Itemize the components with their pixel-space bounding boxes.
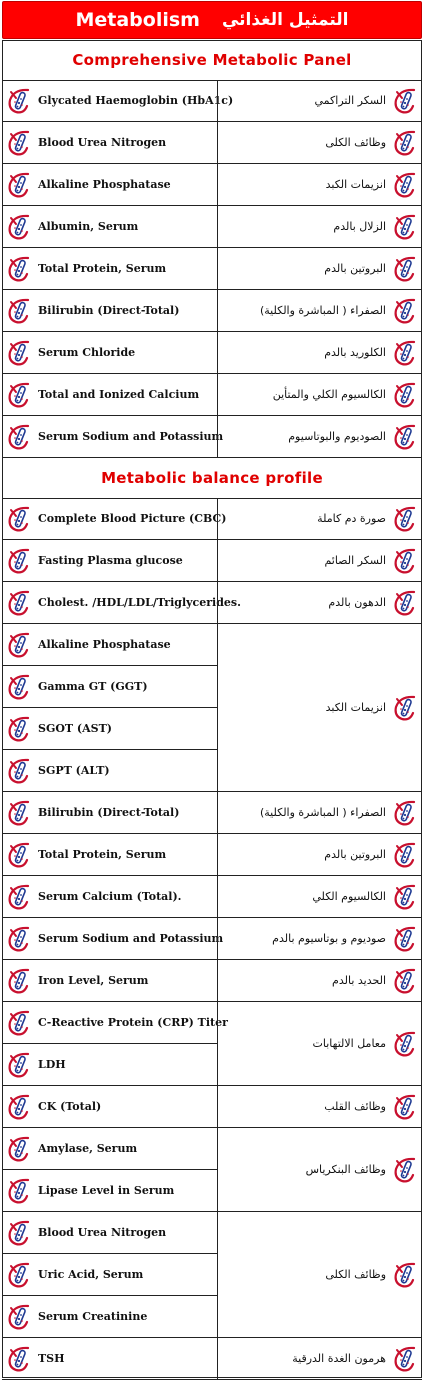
test-group-ar: وظائف الكلى (325, 1268, 386, 1281)
table-row (2, 332, 422, 374)
test-name-cell (2, 1044, 217, 1086)
test-tube-icon (392, 213, 418, 241)
test-name-ar: وظائف الكلى (325, 136, 386, 149)
test-name-cell (2, 792, 217, 834)
test-name-ar-cell (217, 122, 422, 164)
test-tube-icon (392, 1345, 418, 1373)
test-name-en: TSH (38, 1352, 65, 1365)
test-group-ar-cell (217, 582, 422, 624)
test-group-ar-cell (217, 1212, 422, 1338)
table-group (2, 1086, 422, 1128)
test-name-en: Cholest. /HDL/LDL/Triglycerides. (38, 596, 241, 609)
test-tube-icon (392, 589, 418, 617)
test-name-ar-cell (217, 374, 422, 416)
test-name-ar: الصفراء ( المباشرة والكلية) (259, 304, 386, 317)
test-tube-icon (6, 1093, 32, 1121)
test-group-ar-cell (217, 1128, 422, 1212)
test-group-ar-cell (217, 834, 422, 876)
test-group-ar: الكالسيوم الكلي (312, 890, 386, 903)
test-tube-icon (392, 547, 418, 575)
test-name-cell (2, 332, 217, 374)
test-group-ar: وظائف القلب (324, 1100, 386, 1113)
test-name-en: Alkaline Phosphatase (38, 178, 171, 191)
test-tube-icon (6, 883, 32, 911)
test-tube-icon (6, 841, 32, 869)
test-tube-icon (392, 1093, 418, 1121)
test-group-ar: انزيمات الكبد (325, 701, 386, 714)
test-name-en: Serum Calcium (Total). (38, 890, 182, 903)
table-row (2, 122, 422, 164)
test-tube-icon (392, 171, 418, 199)
test-name-ar-cell (217, 164, 422, 206)
test-tube-icon (392, 1030, 418, 1058)
test-name-cell (2, 1170, 217, 1212)
test-name-ar: الصوديوم والبوتاسيوم (288, 430, 386, 443)
table-group (2, 582, 422, 624)
test-name-cell (2, 960, 217, 1002)
test-tube-icon (392, 1156, 418, 1184)
test-name-en: Blood Urea Nitrogen (38, 1226, 167, 1239)
test-group-ar: الدهون بالدم (328, 596, 386, 609)
test-name-en: Gamma GT (GGT) (38, 680, 148, 693)
test-name-en: C-Reactive Protein (CRP) Titer (38, 1016, 228, 1029)
test-name-ar-cell (217, 206, 422, 248)
test-name-cell (2, 248, 217, 290)
test-tube-icon (392, 799, 418, 827)
test-name-cell (2, 666, 217, 708)
test-name-cell (2, 290, 217, 332)
test-name-en: Alkaline Phosphatase (38, 638, 171, 651)
test-tube-icon (392, 505, 418, 533)
table-group (2, 960, 422, 1002)
test-tube-icon (6, 1177, 32, 1205)
section-title-balance: Metabolic balance profile (101, 469, 323, 487)
test-name-ar: الزلال بالدم (333, 220, 386, 233)
test-name-cell (2, 1254, 217, 1296)
test-name-en: Iron Level, Serum (38, 974, 149, 987)
test-name-cell (2, 624, 217, 666)
test-group-ar: البروتين بالدم (324, 848, 386, 861)
test-tube-icon (6, 547, 32, 575)
test-tube-icon (6, 129, 32, 157)
table-group (2, 792, 422, 834)
test-group-ar-cell (217, 876, 422, 918)
test-tube-icon (6, 1345, 32, 1373)
test-tube-icon (6, 423, 32, 451)
test-name-en: Serum Sodium and Potassium (38, 932, 224, 945)
table-group (2, 624, 422, 792)
test-tube-icon (6, 757, 32, 785)
test-name-ar-cell (217, 416, 422, 458)
test-group-ar: الصفراء ( المباشرة والكلية) (259, 806, 386, 819)
test-name-cell (2, 416, 224, 458)
test-tube-icon (6, 381, 32, 409)
test-name-cell (2, 498, 227, 540)
table-row (2, 206, 422, 248)
test-name-en: Uric Acid, Serum (38, 1268, 144, 1281)
test-name-ar: انزيمات الكبد (325, 178, 386, 191)
test-group-ar-cell (217, 960, 422, 1002)
test-name-cell (2, 122, 217, 164)
test-tube-icon (392, 381, 418, 409)
test-name-ar-cell (217, 248, 422, 290)
test-name-cell (2, 750, 217, 792)
test-tube-icon (392, 255, 418, 283)
test-name-en: Complete Blood Picture (CBC) (38, 512, 227, 525)
test-tube-icon (6, 171, 32, 199)
test-name-cell (2, 1002, 228, 1044)
test-tube-icon (392, 423, 418, 451)
test-name-ar-cell (217, 332, 422, 374)
test-name-en: SGOT (AST) (38, 722, 113, 735)
test-name-cell (2, 1086, 217, 1128)
test-tube-icon (392, 841, 418, 869)
test-tube-icon (392, 129, 418, 157)
table-row (2, 248, 422, 290)
test-tube-icon (6, 87, 32, 115)
test-name-ar-cell (217, 290, 422, 332)
test-group-ar-cell (217, 1338, 422, 1380)
test-name-cell (2, 1212, 217, 1254)
test-name-cell (2, 540, 217, 582)
test-tube-icon (6, 1009, 32, 1037)
test-tube-icon (6, 297, 32, 325)
test-group-ar: الحديد بالدم (332, 974, 386, 987)
test-tube-icon (392, 883, 418, 911)
test-name-cell (2, 1338, 217, 1380)
test-name-ar: الكالسيوم الكلي والمتأين (272, 388, 386, 401)
test-group-ar-cell (217, 918, 422, 960)
test-name-ar: البروتين بالدم (324, 262, 386, 275)
test-tube-icon (392, 339, 418, 367)
test-tube-icon (392, 925, 418, 953)
table-row (2, 290, 422, 332)
test-group-ar-cell (217, 498, 422, 540)
test-name-ar: الكلوريد بالدم (324, 346, 386, 359)
table-group (2, 498, 422, 540)
test-name-ar: السكر التراكمي (314, 94, 386, 107)
test-tube-icon (392, 87, 418, 115)
test-name-cell (2, 80, 234, 122)
test-name-cell (2, 708, 217, 750)
test-name-en: Amylase, Serum (38, 1142, 138, 1155)
test-tube-icon (392, 1261, 418, 1289)
test-name-cell (2, 164, 217, 206)
page-title-en: Metabolism (75, 9, 200, 31)
test-group-ar: صوديوم و بوتاسيوم بالدم (272, 932, 386, 945)
test-name-en: Serum Chloride (38, 346, 136, 359)
test-group-ar: هرمون الغدة الدرقية (292, 1352, 386, 1365)
test-name-en: Serum Sodium and Potassium (38, 430, 224, 443)
test-name-en: Serum Creatinine (38, 1310, 148, 1323)
test-name-en: Bilirubin (Direct-Total) (38, 304, 180, 317)
test-name-cell (2, 834, 217, 876)
test-name-en: Bilirubin (Direct-Total) (38, 806, 180, 819)
test-group-ar: السكر الصائم (324, 554, 386, 567)
test-name-cell (2, 876, 217, 918)
table-group (2, 834, 422, 876)
test-name-en: Total Protein, Serum (38, 848, 167, 861)
test-tube-icon (6, 589, 32, 617)
table-row (2, 80, 422, 122)
section-title-comprehensive: Comprehensive Metabolic Panel (72, 51, 352, 69)
test-tube-icon (392, 694, 418, 722)
test-name-ar-cell (217, 80, 422, 122)
test-group-ar: صورة دم كاملة (317, 512, 386, 525)
test-group-ar-cell (217, 624, 422, 792)
test-tube-icon (6, 715, 32, 743)
test-tube-icon (6, 1135, 32, 1163)
test-tube-icon (392, 967, 418, 995)
test-tube-icon (6, 967, 32, 995)
test-name-en: CK (Total) (38, 1100, 102, 1113)
test-name-cell (2, 206, 217, 248)
table-group (2, 540, 422, 582)
test-name-cell (2, 582, 241, 624)
test-tube-icon (6, 925, 32, 953)
test-name-en: Total Protein, Serum (38, 262, 167, 275)
test-group-ar-cell (217, 540, 422, 582)
test-group-ar: معامل الالتهابات (312, 1037, 386, 1050)
page-header (2, 1, 422, 39)
test-name-cell (2, 1296, 217, 1338)
test-tube-icon (6, 631, 32, 659)
test-tube-icon (6, 799, 32, 827)
test-name-en: Blood Urea Nitrogen (38, 136, 167, 149)
test-tube-icon (6, 213, 32, 241)
test-tube-icon (6, 673, 32, 701)
table-group (2, 1002, 422, 1086)
test-tube-icon (6, 1219, 32, 1247)
test-name-cell (2, 918, 224, 960)
test-tube-icon (6, 505, 32, 533)
test-name-cell (2, 374, 217, 416)
test-name-en: Albumin, Serum (38, 220, 139, 233)
test-tube-icon (6, 1051, 32, 1079)
test-name-en: LDH (38, 1058, 66, 1071)
test-group-ar: وظائف البنكرياس (305, 1163, 386, 1176)
test-group-ar-cell (217, 792, 422, 834)
table-group (2, 918, 422, 960)
test-tube-icon (6, 339, 32, 367)
test-name-en: Lipase Level in Serum (38, 1184, 175, 1197)
table-row (2, 416, 422, 458)
table-group (2, 1212, 422, 1338)
test-tube-icon (6, 1303, 32, 1331)
test-name-en: SGPT (ALT) (38, 764, 110, 777)
test-tube-icon (6, 255, 32, 283)
page-title-ar: التمثيل الغذائي (221, 10, 349, 30)
test-group-ar-cell (217, 1086, 422, 1128)
table-group (2, 1338, 422, 1380)
table-row (2, 164, 422, 206)
table-group (2, 876, 422, 918)
test-name-en: Glycated Haemoglobin (HbA1c) (38, 94, 234, 107)
test-name-cell (2, 1128, 217, 1170)
table-row (2, 374, 422, 416)
table-group (2, 1128, 422, 1212)
test-name-en: Fasting Plasma glucose (38, 554, 183, 567)
test-group-ar-cell (217, 1002, 422, 1086)
test-tube-icon (392, 297, 418, 325)
test-name-en: Total and Ionized Calcium (38, 388, 200, 401)
test-tube-icon (6, 1261, 32, 1289)
